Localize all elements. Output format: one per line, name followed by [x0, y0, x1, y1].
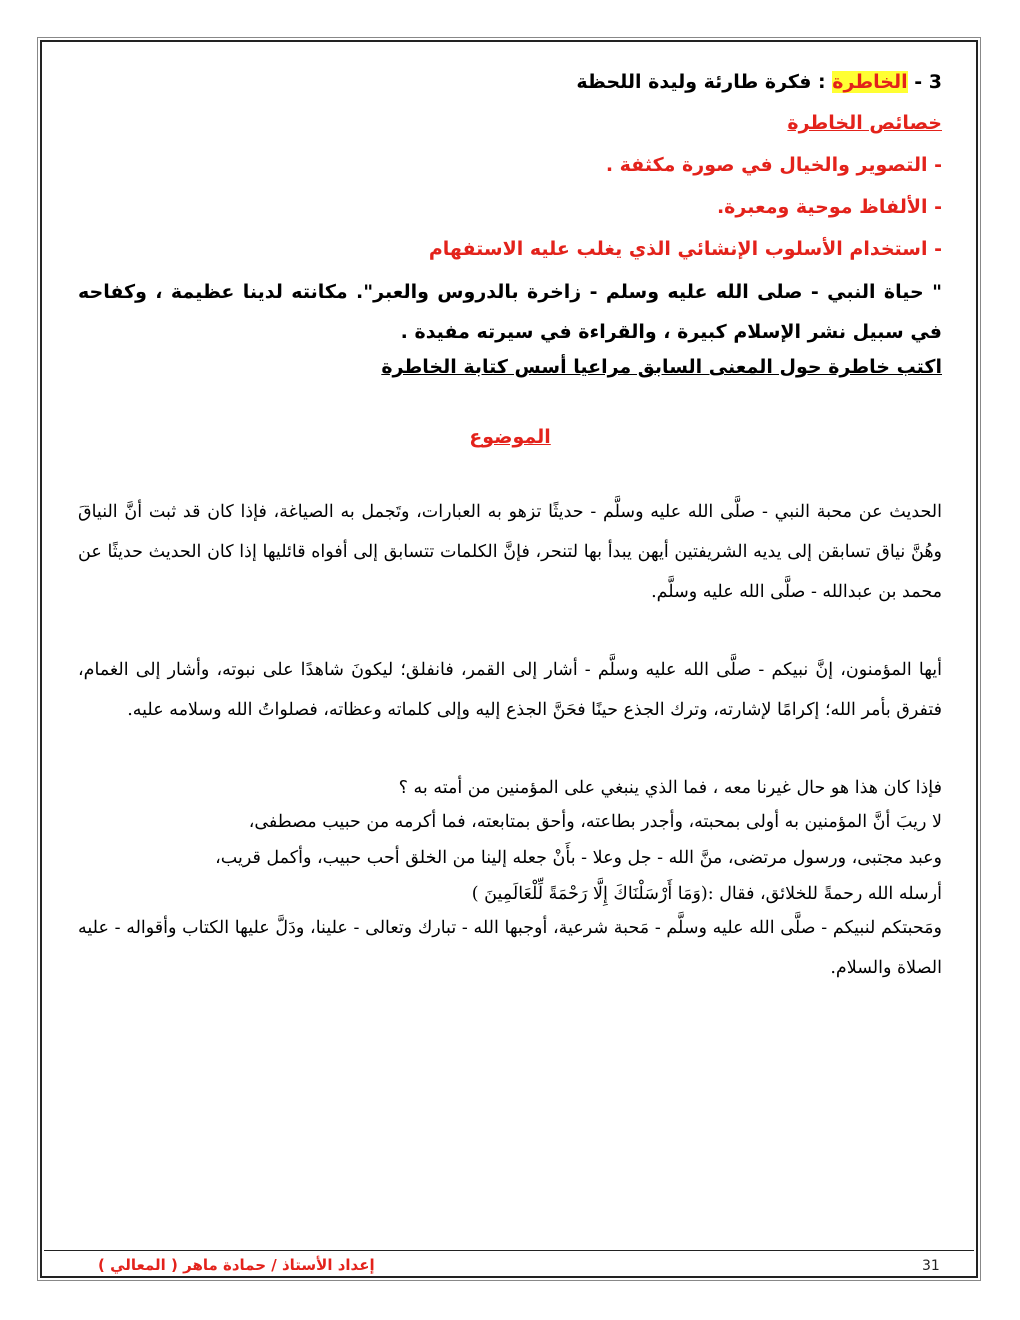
- header-definition: : فكرة طارئة وليدة اللحظة: [576, 71, 833, 93]
- quote-paragraph: " حياة النبي - صلى الله عليه وسلم - زاخرة بالدروس والعبر". مكانته لدينا عظيمة ، وكفاحه في سبيل نشر الإسلام كبيرة ، والقراءة في سيرته مفيدة .: [78, 281, 942, 343]
- header-number: 3 -: [907, 71, 942, 93]
- characteristics-title: خصائص الخاطرة: [787, 112, 942, 134]
- body-line: فإذا كان هذا هو حال غيرنا معه ، فما الذي ينبغي على المؤمنين من أمته به ؟: [398, 778, 942, 798]
- quran-verse-line: أرسله الله رحمةً للخلائق، فقال :(وَمَا أَرْسَلْنَاكَ إِلَّا رَحْمَةً لِّلْعَالَمِينَ ): [471, 884, 942, 904]
- body-line: لا ريبَ أنَّ المؤمنين به أولى بمحبته، وأجدر بطاعته، وأحق بمتابعته، فما أكرمه من حبيب مصطفى،: [248, 812, 942, 832]
- header-term-highlight: الخاطرة: [832, 71, 908, 93]
- footer-author: إعداد الأستاذ / حمادة ماهر ( المعالي ): [98, 1256, 375, 1274]
- body-paragraph: الحديث عن محبة النبي - صلَّى الله عليه وسلَّم - حديثًا تزهو به العبارات، وتَجمل به الصياغة، فإذا كان قد ثبت أنَّ النياقَ وهُنَّ نياق تسابقن إلى يديه الشريفتين أيهن يبدأ بها لتنحر، فإنَّ الكلمات تتسابق إلى أفواه قائليها إذا كان الحديث حديثًا عن محمد بن عبدالله - صلَّى الله عليه وسلَّم.: [78, 502, 942, 602]
- characteristic-item: - استخدام الأسلوب الإنشائي الذي يغلب عليه الاستفهام: [428, 238, 942, 260]
- instruction-line: اكتب خاطرة حول المعنى السابق مراعيا أسس كتابة الخاطرة: [381, 356, 942, 378]
- page-content: [78, 62, 942, 988]
- page-number: 31: [922, 1258, 940, 1274]
- body-paragraph: أيها المؤمنون، إنَّ نبيكم - صلَّى الله عليه وسلَّم - أشار إلى القمر، فانفلق؛ ليكونَ شاهدًا على نبوته، وأشار إلى الغمام، فتفرق بأمر الله؛ إكرامًا لإشارته، وترك الجذع حينًا فحَنَّ الجذع إليه وإلى كلماته وعظاته، فصلواتُ الله وسلامه عليه.: [78, 660, 942, 720]
- characteristic-item: - الألفاظ موحية ومعبرة.: [716, 196, 942, 218]
- closing-paragraph: ومَحبتكم لنبيكم - صلَّى الله عليه وسلَّم - مَحبة شرعية، أوجبها الله - تبارك وتعالى - علينا، ودَلَّ عليها الكتاب وأقواله - عليه الصلاة والسلام.: [78, 918, 942, 978]
- footer-divider: [44, 1250, 974, 1251]
- body-line: وعبد مجتبى، ورسول مرتضى، منَّ الله - جل وعلا - بأَنْ جعله إلينا من الخلق أحب حبيب، وأكمل قريب،: [215, 848, 942, 868]
- topic-title: الموضوع: [469, 426, 551, 448]
- characteristic-item: - التصوير والخيال في صورة مكثفة .: [605, 154, 942, 176]
- header-line: [78, 62, 942, 102]
